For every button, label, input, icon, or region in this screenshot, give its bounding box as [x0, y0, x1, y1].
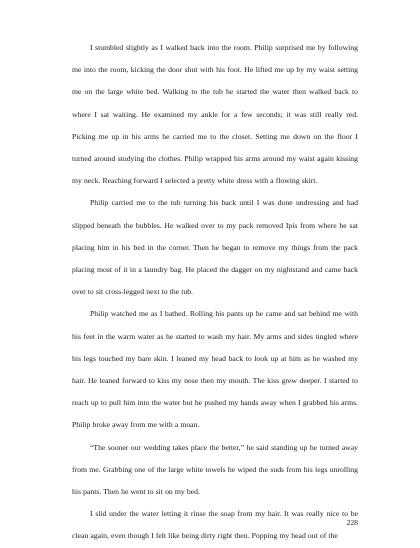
page-number: 228: [346, 518, 358, 527]
body-text: [72, 37, 358, 548]
paragraph: Philip watched me as I bathed. Rolling his pants up he came and sat behind me with his feet in the warm water as he started to wash my hair. My arms and sides tingled where his legs touched my bare skin. I leaned my head back to look up at him as he washed my hair. He leaned forward to kiss my nose then my mouth. The kiss grew deeper. I started to reach up to pull him into the water but he pushed my hands away when I grabbed his arms. Philip broke away from me with a moan.: [72, 309, 358, 430]
paragraph: “The sooner our wedding takes place the better,” he said standing up he turned away from me. Grabbing one of the large white towels he wiped the suds from his legs unrolling his pants. Then he went to sit on my bed.: [72, 442, 358, 497]
paragraph: I stumbled slightly as I walked back into the room. Philip surprised me by following me into the room, kicking the door shut with his foot. He lifted me up by my waist setting me on the large white bed. Walking to the tub he started the water then walked back to where I sat waiting. He examined my ankle for a few seconds; it was still really red. Picking me up in his arms he carried me to the closet. Setting me down on the floor I turned around studying the clothes. Philip wrapped his arms around my waist again kissing my neck. Reaching forward I selected a pretty white dress with a flowing skirt.: [72, 43, 358, 186]
paragraph: Philip carried me to the tub turning his back until I was done undressing and had slipped beneath the bubbles. He walked over to my pack removed Ipis from where he sat placing him in his bed in the corner. Then he began to remove my things from the pack placing most of it in a laundry bag. He placed the dagger on my nightstand and came back over to sit cross-legged next to the tub.: [72, 198, 358, 297]
paragraph: I slid under the water letting it rinse the soap from my hair. It was really nice to be clean again, even though I felt like being dirty right then. Popping my head out of the: [72, 509, 358, 541]
